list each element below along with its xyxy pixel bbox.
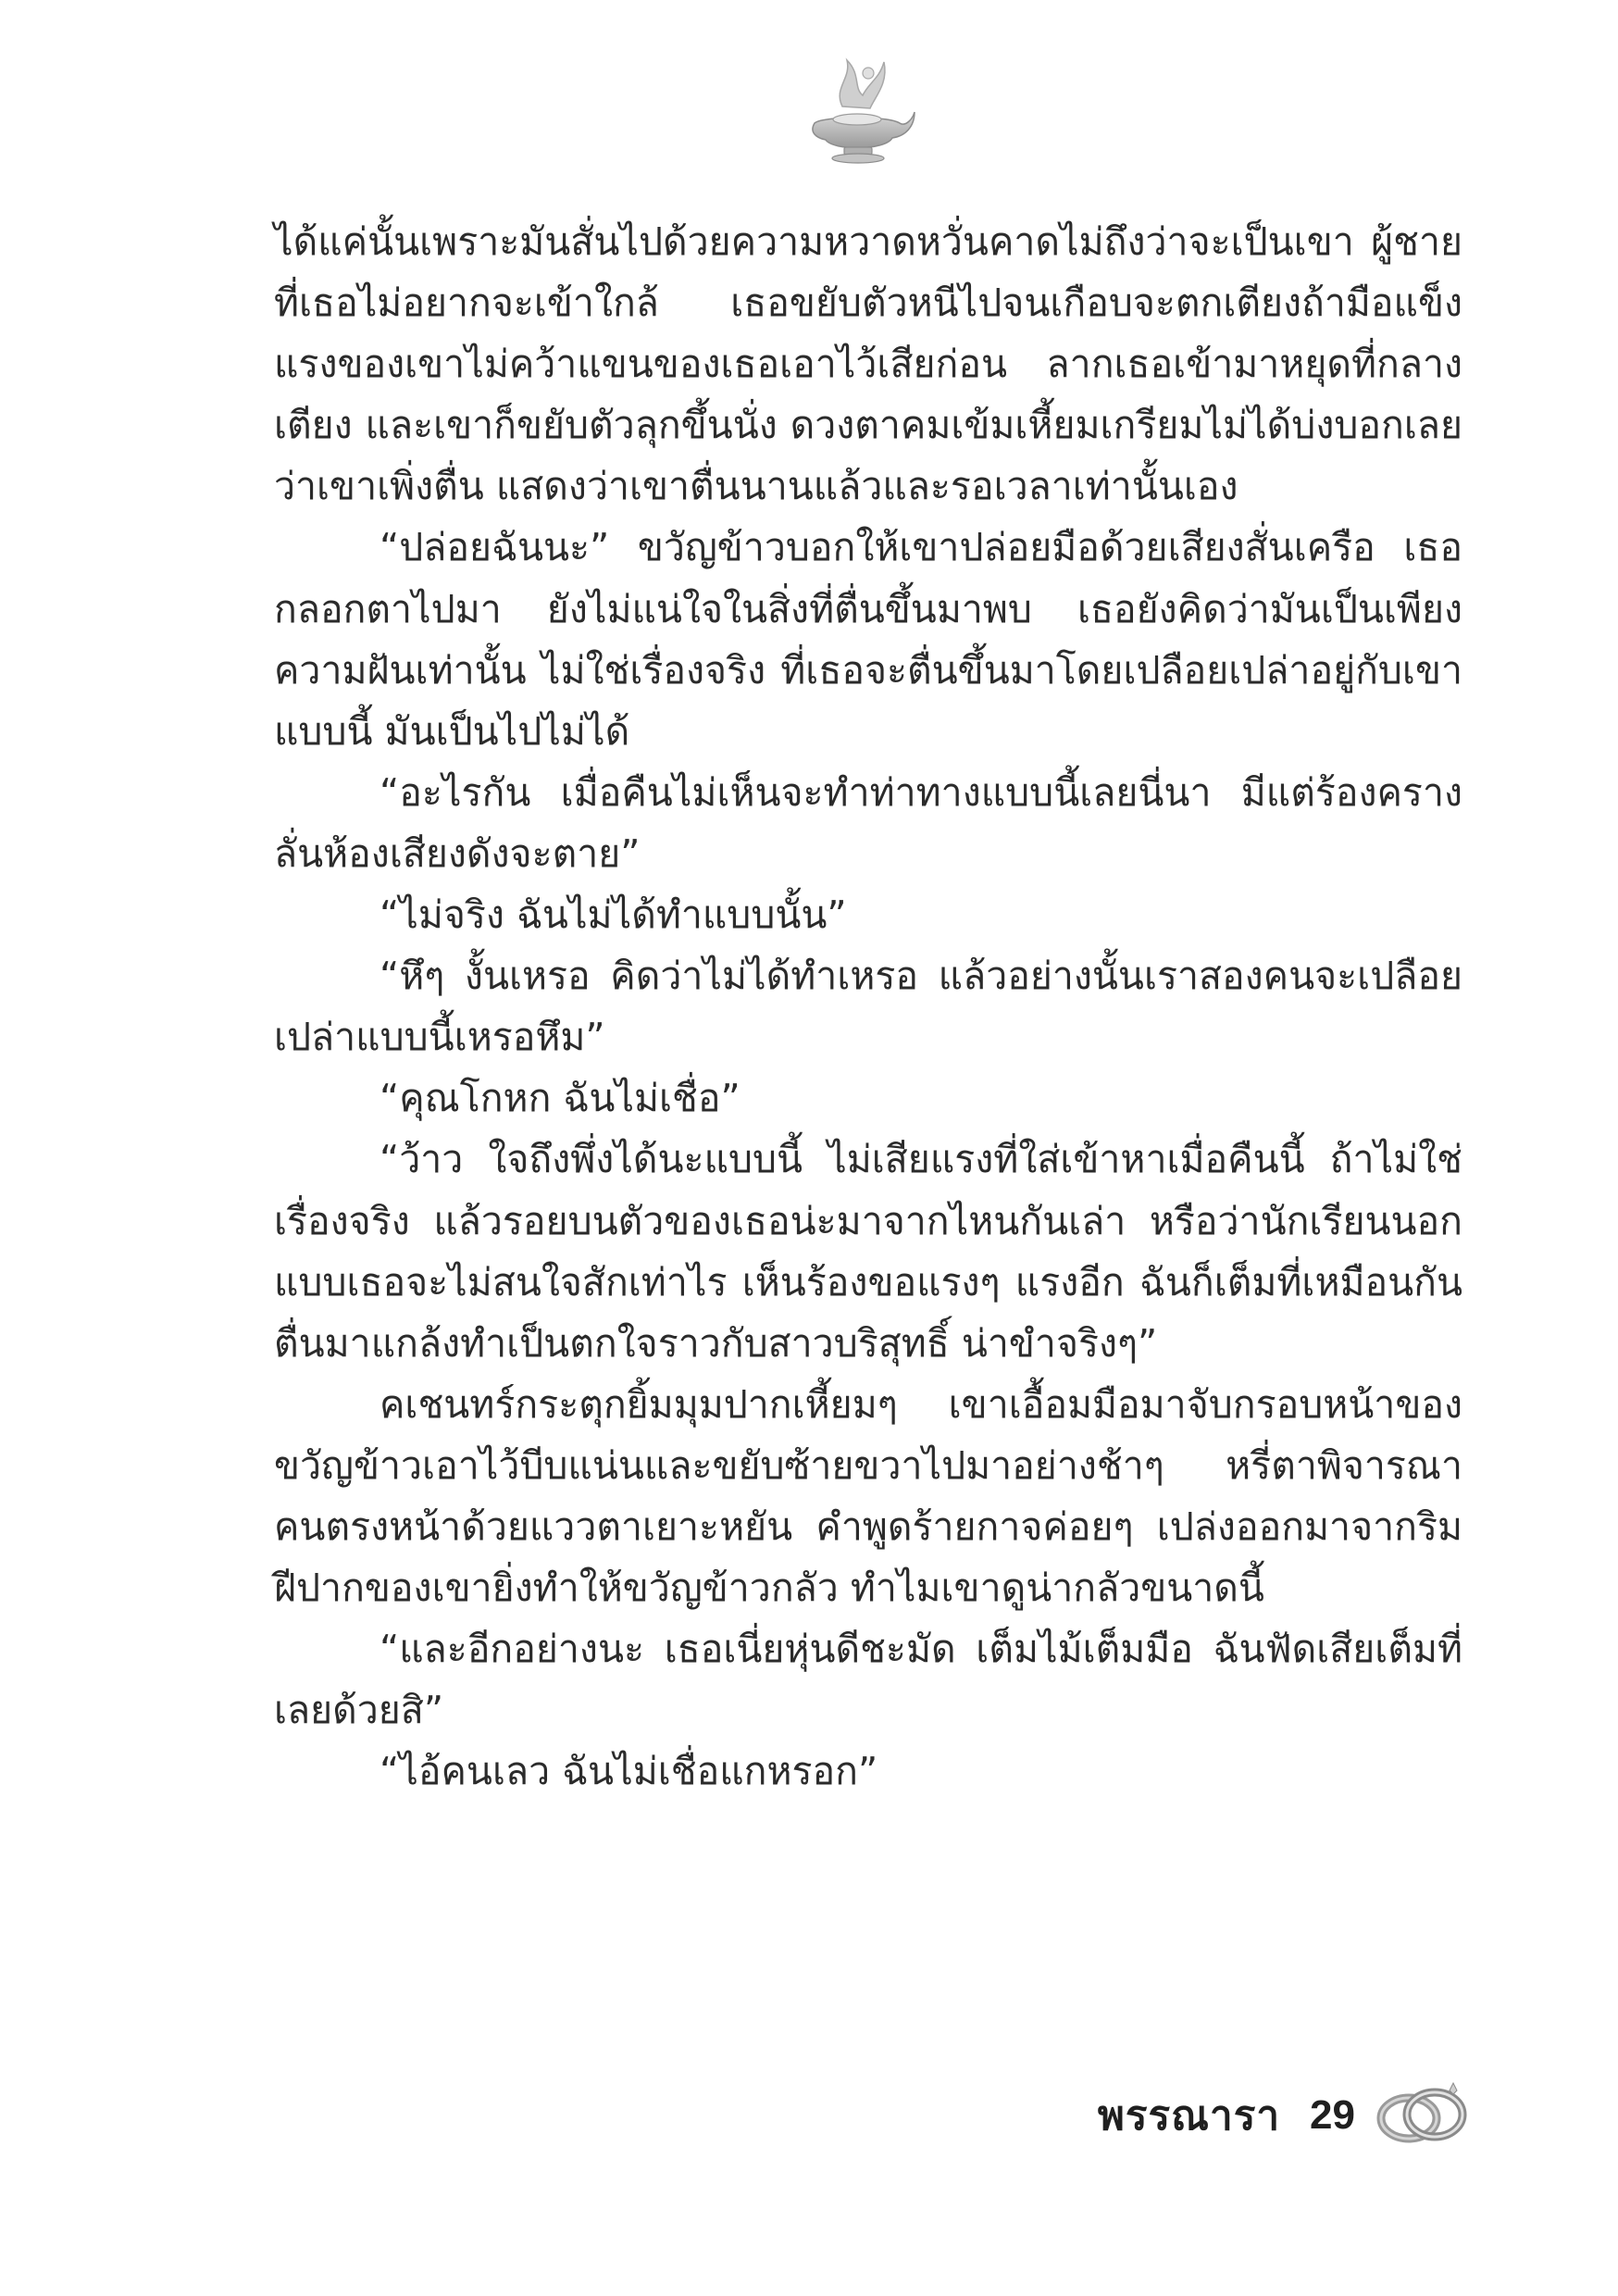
paragraph: “ปล่อยฉันนะ” ขวัญข้าวบอกให้เขาปล่อยมือด้วยเสียงสั่นเครือ เธอกลอกตาไปมา ยังไม่แน่ใจในสิ่งที่ตื่นขึ้นมาพบ เธอยังคิดว่ามันเป็นเพียงความฝันเท่านั้น ไม่ใช่เรื่องจริง ที่เธอจะตื่นขึ้นมาโดยเปลือยเปล่าอยู่กับเขาแบบนี้ มันเป็นไปไม่ได้ bbox=[274, 525, 1462, 754]
page-footer bbox=[1098, 2074, 1472, 2157]
paragraph: คเชนทร์กระตุกยิ้มมุมปากเหี้ยมๆ เขาเอื้อมมือมาจับกรอบหน้าของขวัญข้าวเอาไว้บีบแน่นและขยับซ้ายขวาไปมาอย่างช้าๆ หรี่ตาพิจารณาคนตรงหน้าด้วยแววตาเยาะหยัน คำพูดร้ายกาจค่อยๆ เปล่งออกมาจากริมฝีปากของเขายิ่งทำให้ขวัญข้าวกลัว ทำไมเขาดูน่ากลัวขนาดนี้ bbox=[274, 1381, 1462, 1611]
paragraph: “ไม่จริง ฉันไม่ได้ทำแบบนั้น” bbox=[380, 892, 847, 938]
paragraph: “คุณโกหก ฉันไม่เชื่อ” bbox=[380, 1076, 741, 1121]
book-title: พรรณารา bbox=[1097, 2093, 1281, 2139]
paragraph: “และอีกอย่างนะ เธอเนี่ยหุ่นดีชะมัด เต็มไม้เต็มมือ ฉันฟัดเสียเต็มที่เลยด้วยสิ” bbox=[274, 1627, 1462, 1733]
paragraph: ได้แค่นั้นเพราะมันสั่นไปด้วยความหวาดหวั่นคาดไม่ถึงว่าจะเป็นเขา ผู้ชายที่เธอไม่อยากจะเข้าใกล้ เธอขยับตัวหนีไปจนเกือบจะตกเตียงถ้ามือแข็งแรงของเขาไม่คว้าแขนของเธอเอาไว้เสียก่อน ลากเธอเข้ามาหยุดที่กลางเตียง และเขาก็ขยับตัวลุกขึ้นนั่ง ดวงตาคมเข้มเหี้ยมเกรียมไม่ได้บ่งบอกเลยว่าเขาเพิ่งตื่น แสดงว่าเขาตื่นนานแล้วและรอเวลาเท่านั้นเอง bbox=[274, 219, 1462, 509]
wedding-rings-icon bbox=[1372, 2078, 1472, 2153]
paragraph: “ว้าว ใจถึงพึ่งได้นะแบบนี้ ไม่เสียแรงที่ใส่เข้าหาเมื่อคืนนี้ ถ้าไม่ใช่เรื่องจริง แล้วรอยบนตัวของเธอน่ะมาจากไหนกันเล่า หรือว่านักเรียนนอกแบบเธอจะไม่สนใจสักเท่าไร เห็นร้องขอแรงๆ แรงอีก ฉันก็เต็มที่เหมือนกัน ตื่นมาแกล้งทำเป็นตกใจราวกับสาวบริสุทธิ์ น่าขำจริงๆ” bbox=[274, 1137, 1462, 1366]
paragraph: “ไอ้คนเลว ฉันไม่เชื่อแกหรอก” bbox=[380, 1749, 878, 1794]
paragraph: “อะไรกัน เมื่อคืนไม่เห็นจะทำท่าทางแบบนี้เลยนี่นา มีแต่ร้องครางลั่นห้องเสียงดังจะตาย” bbox=[274, 769, 1462, 876]
text-block bbox=[274, 211, 1462, 1802]
page-number: 29 bbox=[1310, 2092, 1355, 2138]
magic-lamp-icon bbox=[796, 51, 916, 171]
paragraph: “หึๆ งั้นเหรอ คิดว่าไม่ได้ทำเหรอ แล้วอย่างนั้นเราสองคนจะเปลือยเปล่าแบบนี้เหรอหึม” bbox=[274, 954, 1462, 1060]
